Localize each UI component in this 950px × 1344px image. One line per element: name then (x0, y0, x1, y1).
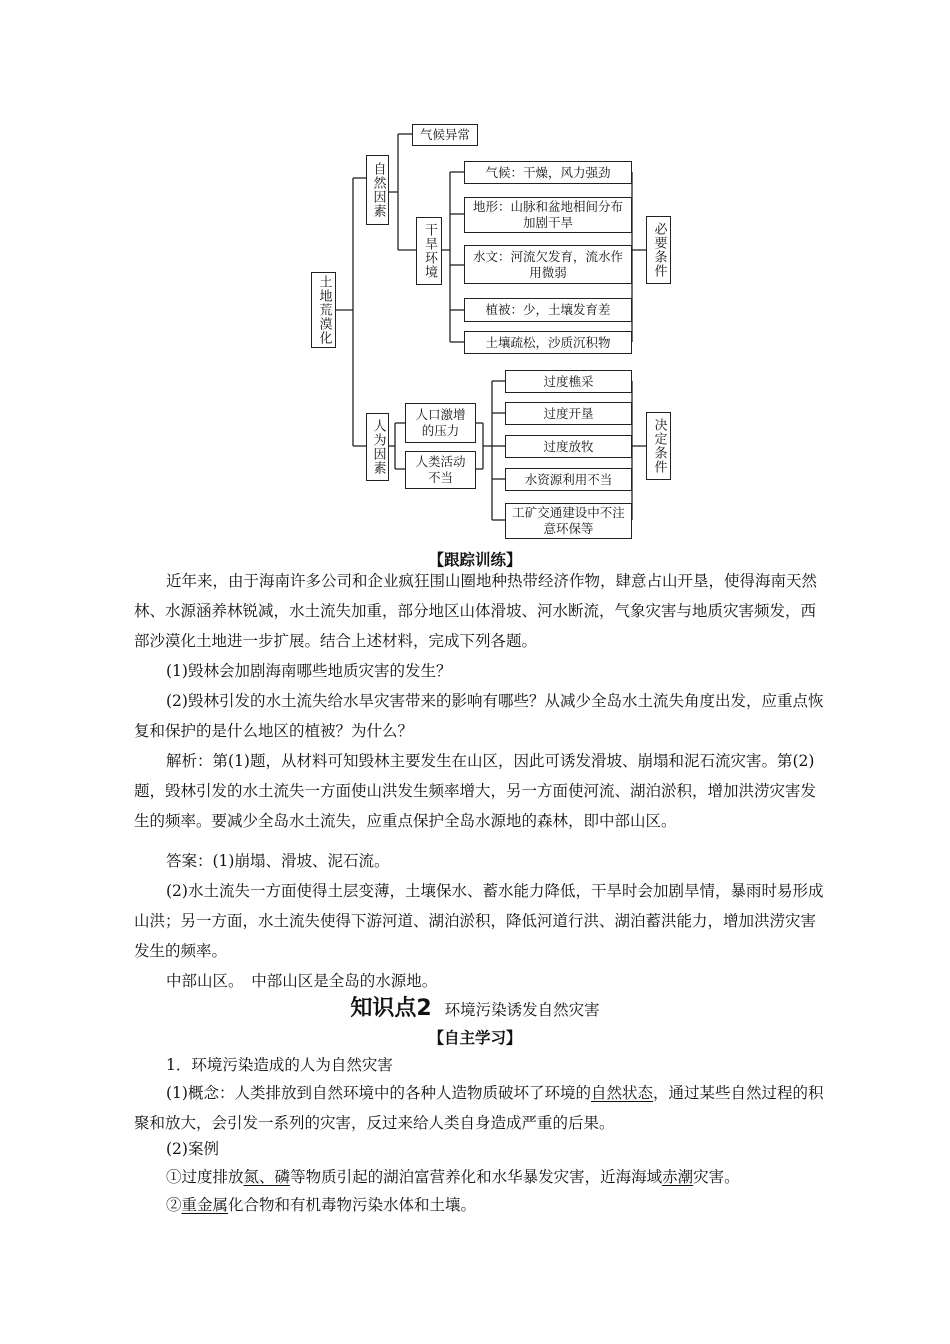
intro-paragraph: 近年来，由于海南许多公司和企业疯狂围山圈地种热带经济作物，肆意占山开垦，使得海南天然林、水源涵养林锐减，水土流失加重，部分地区山体滑坡、河水断流，气象灾害与地质灾害频发，西部沙漠化土地进一步扩展。结合上述材料，完成下列各题。 (134, 572, 818, 650)
cause-logging-box: 过度樵采 (505, 370, 632, 393)
section-1-title: 1．环境污染造成的人为自然灾害 (166, 1056, 393, 1074)
case-1-text-b: 等物质引起的湖泊富营养化和水华暴发灾害，近海海域 (290, 1168, 663, 1186)
knowledge-point-heading (0, 994, 950, 1025)
necessary-conditions-box: 必要条件 (646, 216, 671, 284)
tracking-heading: 【跟踪训练】 (428, 550, 522, 569)
concept-text-a: (1)概念：人类排放到自然环境中的各种人造物质破坏了环境的 (166, 1084, 591, 1102)
drought-environment-box: 干旱环境 (416, 217, 442, 285)
climate-anomaly-box: 气候异常 (412, 124, 478, 146)
cause-reclamation-box: 过度开垦 (505, 402, 632, 425)
analysis-paragraph: 解析：第(1)题，从材料可知毁林主要发生在山区，因此可诱发滑坡、崩塌和泥石流灾害。第(2)题，毁林引发的水土流失一方面使山洪发生频率增大，另一方面使河流、湖泊淤积，增加洪涝灾害发生的频率。要减少全岛水土流失，应重点保护全岛水源地的森林，即中部山区。 (134, 752, 817, 830)
answer-3: 中部山区。 中部山区是全岛的水源地。 (166, 972, 438, 990)
cause-construction-box: 工矿交通建设中不注意环保等 (505, 503, 632, 539)
knowledge-point-title: 环境污染诱发自然灾害 (444, 1001, 600, 1019)
self-study-heading: 【自主学习】 (428, 1028, 522, 1047)
case-1 (134, 1162, 824, 1192)
case-heading: (2)案例 (166, 1140, 219, 1158)
concept-paragraph (134, 1078, 824, 1138)
case-1-separator: 、 (259, 1168, 275, 1186)
case-2-heavy-metal: 重金属 (181, 1196, 229, 1214)
condition-climate-box: 气候：干燥，风力强劲 (464, 161, 632, 184)
answer-1: 答案：(1)崩塌、滑坡、泥石流。 (166, 852, 390, 870)
population-pressure-box: 人口激增的压力 (405, 403, 476, 443)
concept-underline: 自然状态 (590, 1084, 653, 1102)
condition-terrain-box: 地形：山脉和盆地相间分布加剧干旱 (464, 197, 632, 233)
root-box: 土地荒漠化 (311, 272, 336, 348)
condition-hydrology-box: 水文：河流欠发育，流水作用微弱 (464, 245, 632, 284)
question-1: (1)毁林会加剧海南哪些地质灾害的发生？ (166, 662, 452, 680)
question-2: (2)毁林引发的水土流失给水旱灾害带来的影响有哪些？从减少全岛水土流失角度出发，应重点恢复和保护的是什么地区的植被？为什么？ (134, 692, 824, 740)
case-1-phosphorus: 磷 (274, 1168, 291, 1186)
answer-2: (2)水土流失一方面使得土层变薄，土壤保水、蓄水能力降低，干旱时会加剧旱情，暴雨时易形成山洪；另一方面，水土流失使得下游河道、湖泊淤积，降低河道行洪、湖泊蓄洪能力，增加洪涝灾害发生的频率。 (134, 882, 824, 960)
natural-factors-box: 自然因素 (366, 155, 389, 225)
condition-soil-box: 土壤疏松，沙质沉积物 (464, 331, 632, 354)
human-factors-box: 人为因素 (366, 413, 389, 481)
case-2-text-a: ② (166, 1196, 182, 1214)
case-2-text-b: 化合物和有机毒物污染水体和土壤。 (228, 1196, 477, 1214)
case-1-red-tide: 赤潮 (662, 1168, 694, 1186)
cause-water-box: 水资源利用不当 (505, 468, 632, 491)
decisive-conditions-box: 决定条件 (646, 412, 671, 480)
improper-activity-box: 人类活动不当 (405, 451, 476, 489)
condition-vegetation-box: 植被：少，土壤发育差 (464, 298, 632, 322)
case-1-text-c: 灾害。 (693, 1168, 740, 1186)
case-1-nitrogen: 氮 (243, 1168, 260, 1186)
case-1-text-a: ①过度排放 (166, 1168, 244, 1186)
knowledge-point-label: 知识点2 (350, 996, 432, 1021)
concept-text-b: ，通过某些自然过程的积聚和放大，会引发一系列的灾害，反过来给人类自身造成严重的后果。 (134, 1084, 824, 1132)
case-2 (134, 1190, 824, 1220)
cause-grazing-box: 过度放牧 (505, 435, 632, 458)
